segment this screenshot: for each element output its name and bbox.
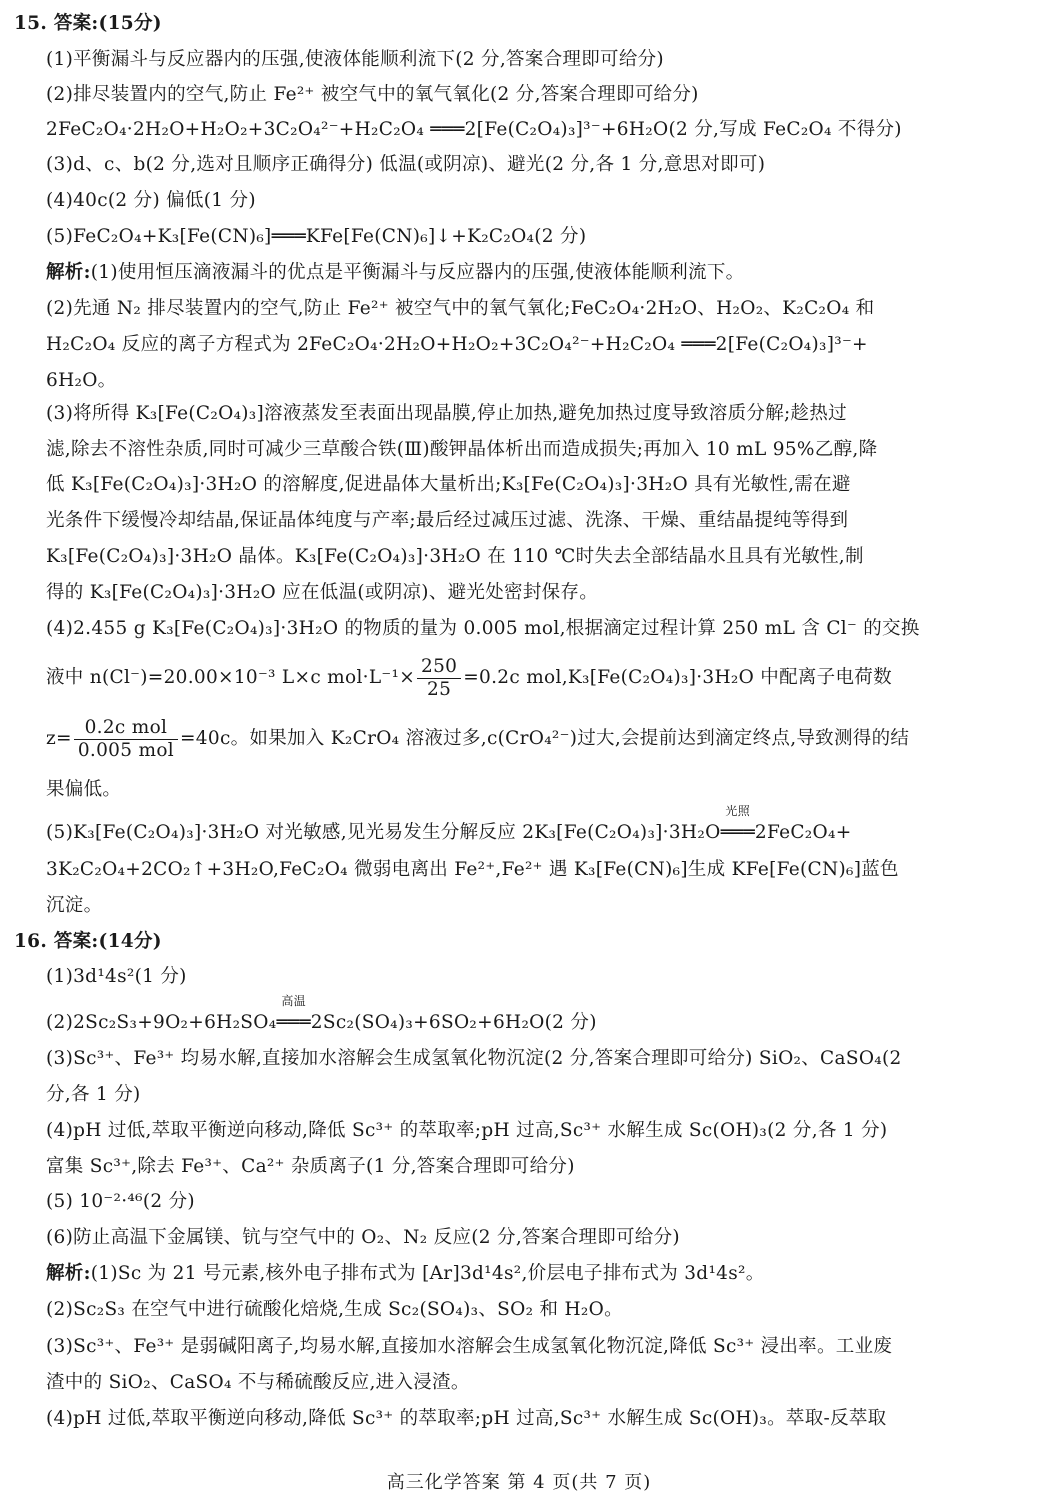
q15-analysis-3-line5: K₃[Fe(C₂O₄)₃]·3H₂O 晶体。K₃[Fe(C₂O₄)₃]·3H₂O 在 110 ℃时失去全部结晶水且具有光敏性,制 <box>46 546 864 567</box>
analysis-label: 解析: <box>46 1263 91 1284</box>
reaction-condition: 高温 <box>281 994 306 1008</box>
q15-answer-5: (5)FeC₂O₄+K₃[Fe(CN)₆]═══KFe[Fe(CN)₆]↓+K₂C₂O₄(2 分) <box>46 226 587 247</box>
q15-answer-2: (2)排尽装置内的空气,防止 Fe²⁺ 被空气中的氧气氧化(2 分,答案合理即可给分) <box>46 84 699 105</box>
q16-analysis-2: (2)Sc₂S₃ 在空气中进行硫酸化焙烧,生成 Sc₂(SO₄)₃、SO₂ 和 H₂O。 <box>46 1299 623 1320</box>
q16-analysis-1 <box>46 1259 978 1289</box>
q16-answer-5: (5) 10⁻²·⁴⁶(2 分) <box>46 1191 195 1212</box>
reaction-condition: 光照 <box>725 804 751 818</box>
q16-answer-4-line2: 富集 Sc³⁺,除去 Fe³⁺、Ca²⁺ 杂质离子(1 分,答案合理即可给分) <box>46 1156 575 1177</box>
q15-analysis-4-line3-a: z= <box>46 728 72 749</box>
reaction-arrow-light <box>720 804 755 848</box>
q15-answer-2-equation: 2FeC₂O₄·2H₂O+H₂O₂+3C₂O₄²⁻+H₂C₂O₄ ═══2[Fe(C₂O₄)₃]³⁻+6H₂O(2 分,写成 FeC₂O₄ 不得分) <box>46 119 902 140</box>
fraction-charge <box>74 717 178 762</box>
q15-analysis-5-line1-a: (5)K₃[Fe(C₂O₄)₃]·3H₂O 对光敏感,见光易发生分解反应 2K₃[Fe(C₂O₄)₃]·3H₂O <box>46 822 721 843</box>
q15-analysis-2-line3: 6H₂O。 <box>46 370 117 391</box>
q15-analysis-3-line4: 光条件下缓慢冷却结晶,保证晶体纯度与产率;最后经过减压过滤、洗涤、干燥、重结晶提纯等得到 <box>46 510 849 531</box>
q16-analysis-3-line1: (3)Sc³⁺、Fe³⁺ 是弱碱阳离子,均易水解,直接加水溶解会生成氢氧化物沉淀,降低 Sc³⁺ 浸出率。工业废 <box>46 1336 893 1357</box>
q16-answer-6: (6)防止高温下金属镁、钪与空气中的 O₂、N₂ 反应(2 分,答案合理即可给分) <box>46 1227 680 1248</box>
page-footer: 高三化学答案 第 4 页(共 7 页) <box>386 1472 652 1493</box>
q15-answer-4: (4)40c(2 分) 偏低(1 分) <box>46 190 256 211</box>
q15-analysis-4-line2-b: =0.2c mol,K₃[Fe(C₂O₄)₃]·3H₂O 中配离子电荷数 <box>463 667 892 688</box>
q16-analysis-3-line2: 渣中的 SiO₂、CaSO₄ 不与稀硫酸反应,进入浸渣。 <box>46 1372 470 1393</box>
q15-analysis-1 <box>46 258 978 288</box>
q15-analysis-5-line1-b: 2FeC₂O₄+ <box>754 822 852 843</box>
q15-analysis-3-line3: 低 K₃[Fe(C₂O₄)₃]·3H₂O 的溶解度,促进晶体大量析出;K₃[Fe(C₂O₄)₃]·3H₂O 具有光敏性,需在避 <box>46 474 851 495</box>
q15-analysis-4-line3-b: =40c。如果加入 K₂CrO₄ 溶液过多,c(CrO₄²⁻)过大,会提前达到滴定终点,导致测得的结 <box>180 728 910 749</box>
q16-header: 16. 答案:(14分) <box>14 931 162 952</box>
reaction-arrow: ═══ <box>720 822 755 843</box>
q16-answer-2 <box>46 994 978 1038</box>
q15-analysis-4-line2 <box>46 655 978 701</box>
q16-answer-2-b: 2Sc₂(SO₄)₃+6SO₂+6H₂O(2 分) <box>310 1012 597 1033</box>
reaction-arrow: ═══ <box>276 1012 311 1033</box>
q16-answer-1: (1)3d¹4s²(1 分) <box>46 966 187 987</box>
analysis-label: 解析: <box>46 262 91 283</box>
q15-analysis-3-line2: 滤,除去不溶性杂质,同时可减少三草酸合铁(Ⅲ)酸钾晶体析出而造成损失;再加入 10 mL 95%乙醇,降 <box>46 439 878 460</box>
q16-answer-4-line1: (4)pH 过低,萃取平衡逆向移动,降低 Sc³⁺ 的萃取率;pH 过高,Sc³⁺ 水解生成 Sc(OH)₃(2 分,各 1 分) <box>46 1120 888 1141</box>
reaction-arrow-high-temp <box>276 994 311 1038</box>
q16-answer-3-line1: (3)Sc³⁺、Fe³⁺ 均易水解,直接加水溶解会生成氢氧化物沉淀(2 分,答案合理即可给分) SiO₂、CaSO₄(2 <box>46 1048 902 1069</box>
q15-analysis-5-line2: 3K₂C₂O₄+2CO₂↑+3H₂O,FeC₂O₄ 微弱电离出 Fe²⁺,Fe²⁺ 遇 K₃[Fe(CN)₆]生成 KFe[Fe(CN)₆]蓝色 <box>46 859 899 880</box>
fraction-denominator: 25 <box>427 678 452 700</box>
fraction-denominator: 0.005 mol <box>77 739 174 761</box>
q15-analysis-1-text: (1)使用恒压滴液漏斗的优点是平衡漏斗与反应器内的压强,使液体能顺利流下。 <box>90 262 745 283</box>
q15-analysis-4-line3 <box>46 716 978 762</box>
q15-analysis-3-line6: 得的 K₃[Fe(C₂O₄)₃]·3H₂O 应在低温(或阴凉)、避光处密封保存。 <box>46 582 599 603</box>
fraction-numerator: 250 <box>417 656 461 679</box>
q15-analysis-3-line1: (3)将所得 K₃[Fe(C₂O₄)₃]溶液蒸发至表面出现晶膜,停止加热,避免加热过度导致溶质分解;趁热过 <box>46 403 847 424</box>
q16-answer-3-line2: 分,各 1 分) <box>46 1084 141 1105</box>
q15-answer-1: (1)平衡漏斗与反应器内的压强,使液体能顺利流下(2 分,答案合理即可给分) <box>46 49 664 70</box>
q15-analysis-2-line1: (2)先通 N₂ 排尽装置内的空气,防止 Fe²⁺ 被空气中的氧气氧化;FeC₂O₄·2H₂O、H₂O₂、K₂C₂O₄ 和 <box>46 298 875 319</box>
q15-analysis-5-line1 <box>46 804 978 848</box>
fraction-250-25 <box>417 656 461 701</box>
q16-analysis-4-line1: (4)pH 过低,萃取平衡逆向移动,降低 Sc³⁺ 的萃取率;pH 过高,Sc³⁺ 水解生成 Sc(OH)₃。萃取-反萃取 <box>46 1408 887 1429</box>
q15-analysis-2-line2: H₂C₂O₄ 反应的离子方程式为 2FeC₂O₄·2H₂O+H₂O₂+3C₂O₄²⁻+H₂C₂O₄ ═══2[Fe(C₂O₄)₃]³⁻+ <box>46 334 868 355</box>
q15-analysis-4-line1: (4)2.455 g K₃[Fe(C₂O₄)₃]·3H₂O 的物质的量为 0.005 mol,根据滴定过程计算 250 mL 含 Cl⁻ 的交换 <box>46 618 920 639</box>
fraction-numerator: 0.2c mol <box>74 717 178 740</box>
q15-analysis-5-line3: 沉淀。 <box>46 895 103 916</box>
q16-analysis-1-text: (1)Sc 为 21 号元素,核外电子排布式为 [Ar]3d¹4s²,价层电子排布式为 3d¹4s²。 <box>90 1263 765 1284</box>
q16-answer-2-a: (2)2Sc₂S₃+9O₂+6H₂SO₄ <box>46 1012 277 1033</box>
q15-header: 15. 答案:(15分) <box>14 13 162 34</box>
q15-analysis-4-line4: 果偏低。 <box>46 779 122 800</box>
q15-answer-3: (3)d、c、b(2 分,选对且顺序正确得分) 低温(或阴凉)、避光(2 分,各 1 分,意思对即可) <box>46 154 766 175</box>
q15-analysis-4-line2-a: 液中 n(Cl⁻)=20.00×10⁻³ L×c mol·L⁻¹× <box>46 667 416 688</box>
